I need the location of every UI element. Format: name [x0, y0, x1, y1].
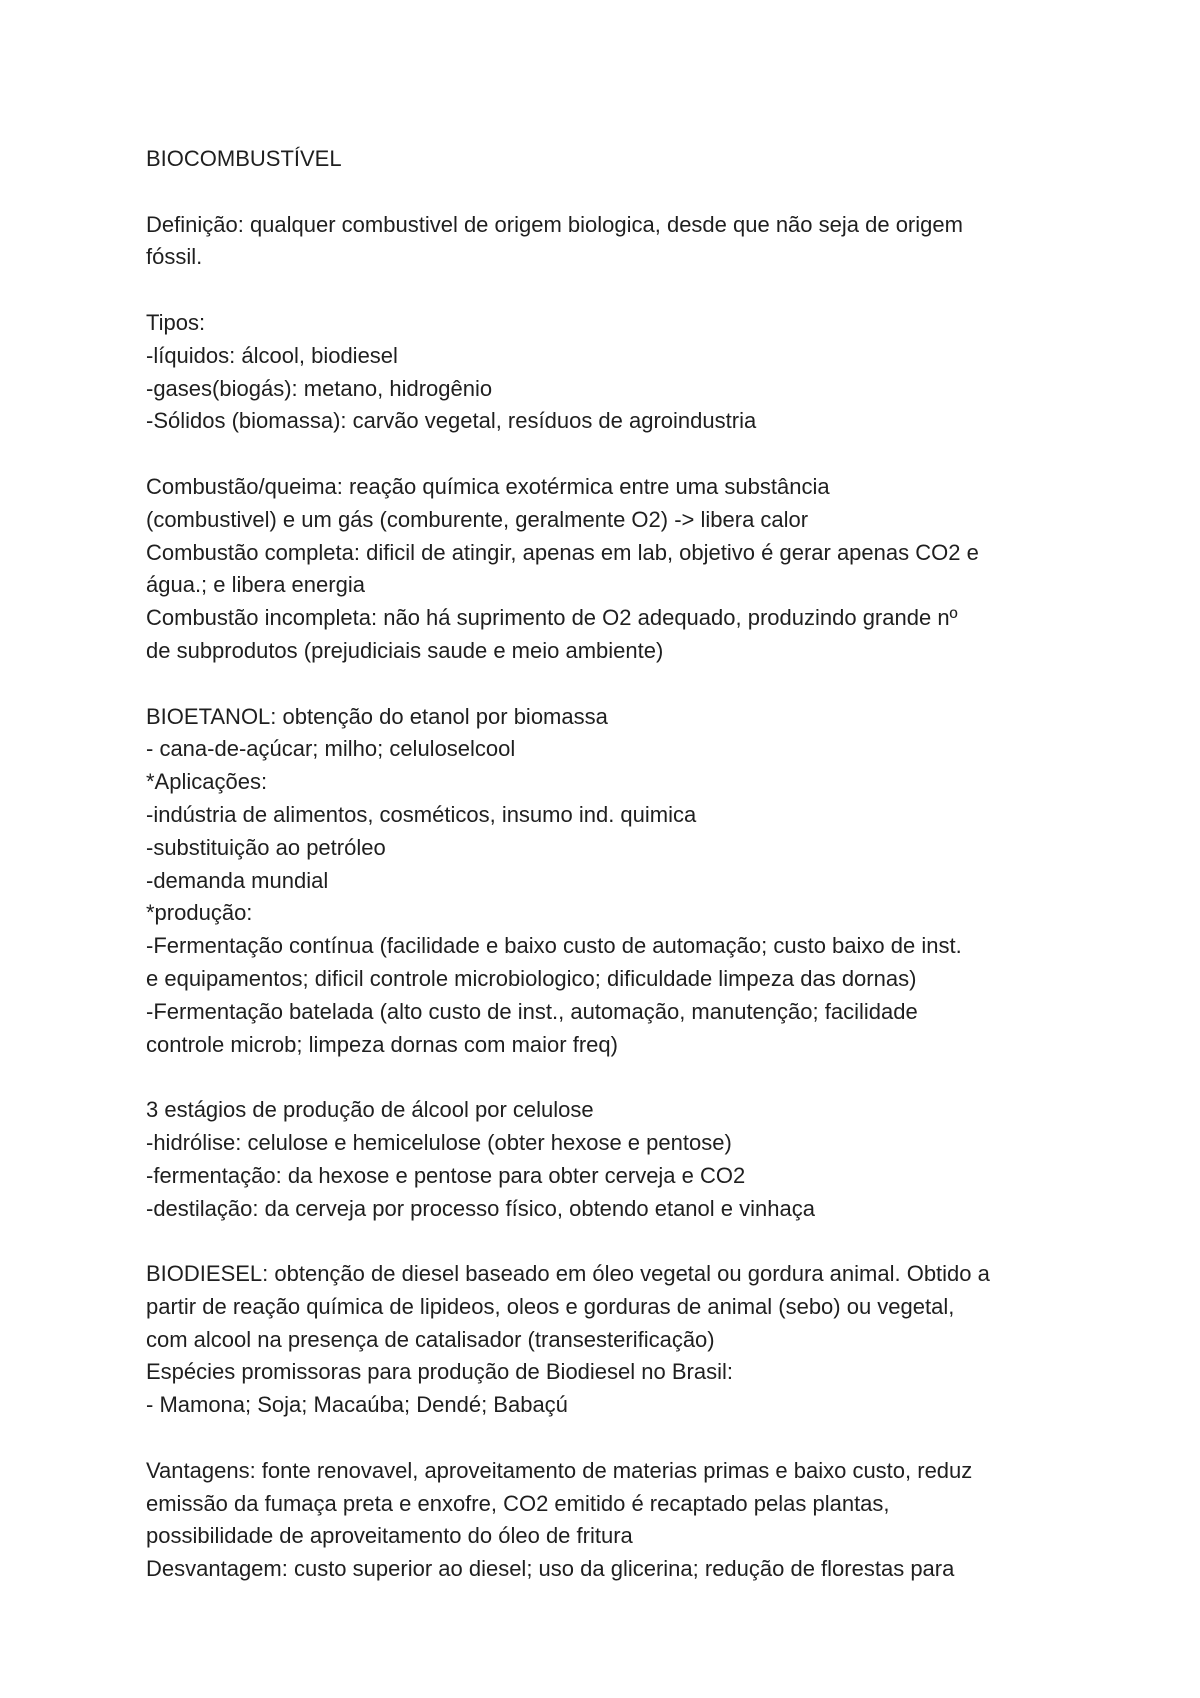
- text-line: Desvantagem: custo superior ao diesel; uso da glicerina; redução de florestas para: [146, 1556, 955, 1582]
- text-line: *Aplicações:: [146, 769, 268, 795]
- text-line: -destilação: da cerveja por processo físico, obtendo etanol e vinhaça: [146, 1195, 815, 1221]
- text-line: BIOETANOL: obtenção do etanol por biomassa: [146, 703, 608, 729]
- text-line: -líquidos: álcool, biodiesel: [146, 342, 398, 368]
- text-line: -demanda mundial: [146, 867, 329, 893]
- section-biodiesel: [146, 1258, 1086, 1422]
- text-line: partir de reação química de lipideos, oleos e gorduras de animal (sebo) ou vegetal,: [146, 1293, 955, 1319]
- text-line: -Sólidos (biomassa): carvão vegetal, resíduos de agroindustria: [146, 408, 757, 434]
- text-line: Combustão/queima: reação química exotérmica entre uma substância: [146, 473, 830, 499]
- paragraph-gap: [146, 1225, 1086, 1258]
- text-line: fóssil.: [146, 244, 203, 270]
- paragraph-gap: [146, 438, 1086, 471]
- paragraph-gap: [146, 1422, 1086, 1455]
- text-line: e equipamentos; dificil controle microbiologico; dificuldade limpeza das dornas): [146, 965, 917, 991]
- paragraph-gap: [146, 274, 1086, 307]
- text-line: -Fermentação batelada (alto custo de inst., automação, manutenção; facilidade: [146, 998, 918, 1024]
- text-line: - Mamona; Soja; Macaúba; Dendé; Babaçú: [146, 1392, 568, 1418]
- text-line: possibilidade de aproveitamento do óleo de fritura: [146, 1523, 633, 1549]
- text-line: Combustão completa: dificil de atingir, apenas em lab, objetivo é gerar apenas CO2 e: [146, 539, 979, 565]
- section-advantages: [146, 1455, 1086, 1586]
- section-definition: [146, 209, 1086, 275]
- section-bioetanol: [146, 701, 1086, 1062]
- document-title: BIOCOMBUSTÍVEL: [146, 146, 342, 171]
- text-line: 3 estágios de produção de álcool por celulose: [146, 1097, 594, 1123]
- text-line: -Fermentação contínua (facilidade e baixo custo de automação; custo baixo de inst.: [146, 933, 962, 959]
- text-line: - cana-de-açúcar; milho; celuloselcool: [146, 736, 516, 762]
- text-line: *produção:: [146, 900, 253, 926]
- text-line: controle microb; limpeza dornas com maior freq): [146, 1031, 618, 1057]
- text-line: -indústria de alimentos, cosméticos, insumo ind. quimica: [146, 801, 697, 827]
- text-line: -fermentação: da hexose e pentose para obter cerveja e CO2: [146, 1162, 746, 1188]
- paragraph-gap: [146, 176, 1086, 209]
- paragraph-gap: [146, 668, 1086, 701]
- text-line: emissão da fumaça preta e enxofre, CO2 emitido é recaptado pelas plantas,: [146, 1490, 890, 1516]
- section-combustion: [146, 471, 1086, 668]
- text-line: (combustivel) e um gás (comburente, geralmente O2) -> libera calor: [146, 506, 809, 532]
- section-types: [146, 307, 1086, 438]
- text-line: água.; e libera energia: [146, 572, 365, 598]
- paragraph-gap: [146, 1061, 1086, 1094]
- text-line: Vantagens: fonte renovavel, aproveitamento de materias primas e baixo custo, reduz: [146, 1457, 973, 1483]
- text-line: com alcool na presença de catalisador (transesterificação): [146, 1326, 715, 1352]
- text-line: BIODIESEL: obtenção de diesel baseado em óleo vegetal ou gordura animal. Obtido a: [146, 1261, 990, 1287]
- text-line: -gases(biogás): metano, hidrogênio: [146, 375, 493, 401]
- text-line: de subprodutos (prejudiciais saude e meio ambiente): [146, 637, 664, 663]
- text-line: Combustão incompleta: não há suprimento de O2 adequado, produzindo grande nº: [146, 605, 958, 631]
- section-cellulose-stages: [146, 1094, 1086, 1225]
- document-body: [146, 143, 1086, 1586]
- text-line: Tipos:: [146, 309, 206, 335]
- text-line: -substituição ao petróleo: [146, 834, 386, 860]
- text-line: Espécies promissoras para produção de Biodiesel no Brasil:: [146, 1359, 733, 1385]
- text-line: Definição: qualquer combustivel de origem biologica, desde que não seja de origem: [146, 211, 963, 237]
- text-line: -hidrólise: celulose e hemicelulose (obter hexose e pentose): [146, 1129, 732, 1155]
